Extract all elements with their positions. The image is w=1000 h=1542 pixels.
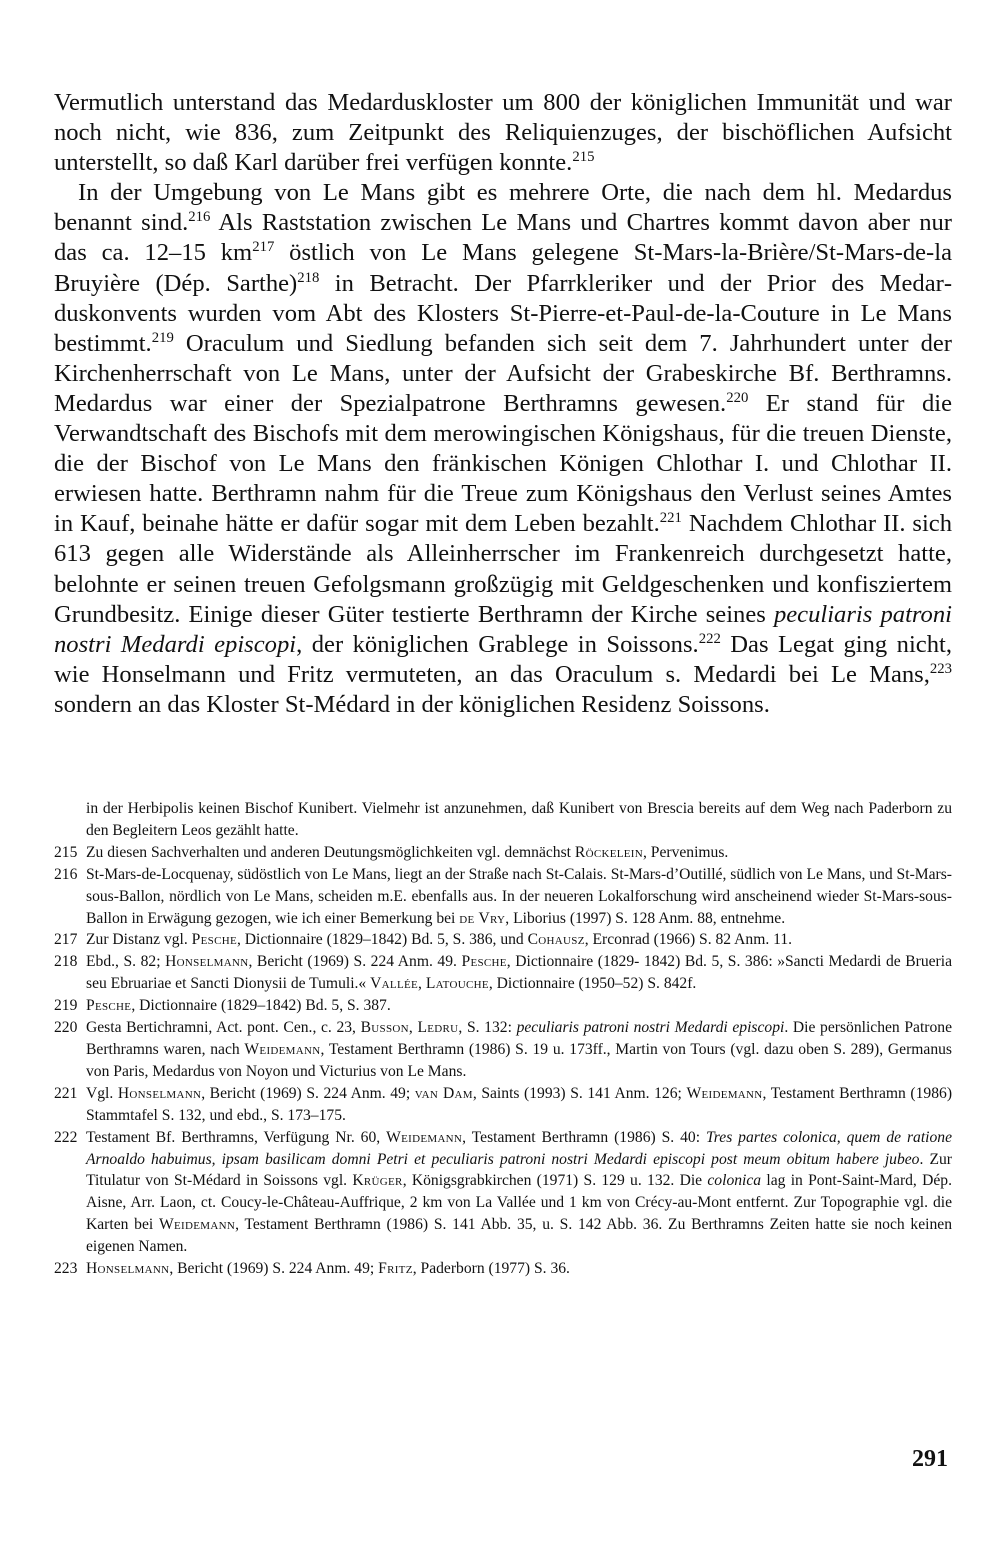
footnote-text [86,1083,952,1127]
author-name: van Dam [414,1084,473,1102]
author-name: Pesche [461,953,507,971]
author-name: Vallée [370,975,419,993]
text-run: in Betracht. Der Pfarrkleriker und der Prior des Medarduskonvents wurden vom Abt des Klosters St-Pierre-et-Paul-de-la-Couture in Le Mans bestimmt. [54,269,953,357]
author-name: de Vry [459,909,506,927]
footnote-number: 219 [54,997,78,1015]
text-run: Gesta Bertichramni, Act. pont. Cen., c. 23, [86,1019,361,1037]
author-name: Weidemann [686,1084,763,1102]
text-run: , Dictionnaire (1829- 1842) Bd. 5, S. 386: »Sancti Medardi de Brueria seu Ebruariae et Sancti Dionysii de Tumuli.« [86,953,952,993]
footnote [54,995,952,1017]
author-name: Latouche [425,975,489,993]
text-run: , Paderborn (1977) S. 36. [412,1260,570,1278]
footnote-text [86,1017,952,1083]
text-run: , Liborius (1997) S. 128 Anm. 88, entnehme. [505,909,786,927]
text-run: , Bericht (1969) S. 224 Anm. 49. [248,953,462,971]
footnote-number: 218 [54,953,78,971]
text-run: . Die persönlichen Patrone Berthramns waren, nach [86,1019,953,1058]
footnote-number: 220 [54,1019,78,1037]
footnote-reference: 215 [572,149,595,166]
italic-text: Tres partes colonica, quem de ratione Arnoaldo habuimus, ipsam basilicam domni Petri et peculiaris patroni nostri Medardi episcopi post meum obitum habere jubeo [86,1128,953,1168]
text-run: sondern an das Kloster St-Médard in der königlichen Residenz Soissons. [54,690,770,718]
author-name: Weidemann [386,1128,463,1146]
author-name: Pesche [191,931,237,949]
footnote-reference: 221 [659,510,682,527]
author-name: Honselmann [117,1084,202,1102]
footnote-number: 216 [54,865,78,883]
footnote-text [86,929,952,951]
author-name: Ledru [417,1019,459,1037]
text-run: , [418,975,426,993]
footnote-reference: 219 [151,329,174,346]
text-run: , Dictionnaire (1829–1842) Bd. 5, S. 387. [131,997,391,1015]
text-run: , Testament Berthramn (1986) S. 40: [462,1128,706,1146]
text-run: Ebd., S. 82; [86,953,166,971]
text-run: Das Legat ging nicht, wie Honselmann und Fritz vermuteten, an das Oraculum s. Medardi bei Le Mans, [54,630,952,688]
footnote [54,798,952,842]
footnote [54,842,952,864]
paragraph-1 [54,88,952,178]
text-run: , [408,1019,418,1037]
footnote-text [54,798,952,842]
footnote [54,1017,952,1083]
text-run: , Dictionnaire (1829–1842) Bd. 5, S. 386, und [236,931,528,949]
footnote-text [86,995,952,1017]
text-run: , Dictionnaire (1950–52) S. 842f. [488,975,697,993]
author-name: Cohausz [527,931,585,949]
footnote-number: 221 [54,1084,78,1102]
text-run: Zur Distanz vgl. [86,931,192,949]
footnote-number: 222 [54,1128,78,1146]
footnote-reference: 223 [929,660,952,677]
author-name: Weidemann [159,1216,236,1234]
footnote [54,1083,952,1127]
text-run: lag in Pont-Saint-Mard, Dép. Aisne, Arr. Laon, ct. Coucy-le-Château-Auffrique, 2 km von La Vallée und 1 km von Crécy-au-Mont entfernt. Zur Topographie vgl. die Karten bei [86,1172,952,1234]
author-name: Fritz [378,1260,413,1278]
footnote-text [86,1127,952,1258]
text-run: , Testament Berthramn (1986) S. 141 Abb. 35, u. S. 142 Abb. 36. Zu Berthramns Zeiten hatte sie noch keinen eigenen Namen. [86,1216,952,1256]
text-run: Er stand für die Verwandtschaft des Bischofs mit dem merowingischen Königshaus, für die treuen Dienste, die der Bischof von Le Mans den fränkischen Königen Chlothar I. und Chlothar II. erwiesen hatte. Berthramn nahm für die Treue zum Königshaus den Verlust seines Amtes in Kauf, beinahe hätte er dafür sogar mit dem Leben bezahlt. [54,389,952,538]
text-run: , Bericht (1969) S. 224 Anm. 49; [169,1260,379,1278]
footnote [54,1127,952,1258]
page-number: 291 [912,1446,948,1472]
footnote-text [86,842,952,864]
text-run: Nachdem Chlothar II. sich 613 gegen alle Widerstände als Alleinherrscher im Frankenreich durchgesetzt hatte, belohnte er seinen treuen Gefolgsmann großzügig mit Geldgeschenken und konfisziertem Grundbesitz. Einige dieser Güter testierte Berthramn der Kirche seines [54,510,952,628]
text-run: , Pervenimus. [643,843,729,861]
text-run: Vermutlich unterstand das Medarduskloster um 800 der königlichen Immunität und war noch nicht, wie 836, zum Zeitpunkt des Reliquienzuges, der bischöflichen Aufsicht unterstellt, so daß Karl darüber frei verfügen konnte. [54,89,952,177]
footnote-text [86,1258,952,1280]
text-run: östlich von Le Mans gelegene St-Mars-la-Brière/St-Mars-de-la Bruyière (Dép. Sarthe) [54,239,952,297]
text-run: Vgl. [86,1084,118,1102]
text-run: , Bericht (1969) S. 224 Anm. 49; [201,1084,415,1102]
author-name: Pesche [86,997,132,1015]
text-run: . Zur Titulatur von St-Médard in Soissons vgl. [86,1150,952,1190]
footnote-reference: 220 [726,390,749,407]
text-run: Zu diesen Sachverhalten und anderen Deutungsmöglichkeiten vgl. demnächst [86,843,575,861]
text-run: , Erconrad (1966) S. 82 Anm. 11. [584,931,793,949]
text-run: , S. 132: [458,1019,517,1037]
author-name: Krüger [352,1172,403,1190]
text-run: , Testament Berthramn (1986) S. 19 u. 173ff., Martin von Tours (vgl. dazu oben S. 289), Germanus von Paris, Medardus von Noyon und Victurius von Le Mans. [86,1040,952,1080]
footnote-number: 215 [54,843,78,861]
text-run: Oraculum und Siedlung befanden sich seit dem 7. Jahrhundert unter der Kirchenherrschaft von Le Mans, unter der Aufsicht der Grabeskirche Bf. Berthramns. Medardus war einer der Spezialpatrone Berthramns gewesen. [54,329,952,417]
author-name: Honselmann [86,1260,170,1278]
text-run: in der Herbipolis keinen Bischof Kunibert. Vielmehr ist anzunehmen, daß Kunibert von Brescia bereits auf dem Weg nach Paderborn zu den Begleitern Leos gezählt hatte. [86,800,952,839]
footnote-text [86,951,952,995]
text-run: Testament Bf. Berthramns, Verfügung Nr. 60, [86,1128,387,1146]
footnote [54,951,952,995]
text-run: St-Mars-de-Locquenay, südöstlich von Le Mans, liegt an der Straße nach St-Calais. St-Mars-d’Outillé, südlich von Le Mans, und St-Mars-sous-Ballon, nördlich von Le Mans, scheiden m.E. ebenfalls aus. In der neueren Lokalforschung wird anscheinend wieder St-Mars-sous-Ballon in Erwägung gezogen, wie ich einer Bemerkung bei [86,865,953,927]
text-run: Als Raststation zwischen Le Mans und Chartres kommt davon aber nur das ca. 12–15 km [54,209,952,267]
italic-text: peculiaris patroni nostri Medardi episcopi [516,1019,785,1037]
footnote-number: 217 [54,931,78,949]
footnote-reference: 217 [252,239,275,256]
text-run: , Saints (1993) S. 141 Anm. 126; [472,1084,687,1102]
footnote-number: 223 [54,1260,78,1278]
text-run: , Königsgrabkirchen (1971) S. 129 u. 132. Die [402,1172,708,1190]
italic-text: colonica [707,1172,762,1190]
italic-text: peculiaris patroni nostri Medardi episcopi [54,600,952,658]
main-text [54,88,952,720]
text-run: , der königlichen Grablege in Soissons. [296,630,699,658]
text-run: , Testament Berthramn (1986) Stammtafel S. 132, und ebd., S. 173–175. [86,1084,953,1124]
footnote-text [86,864,952,930]
author-name: Weidemann [244,1040,321,1058]
footnotes [54,798,952,1280]
paragraph-2 [54,178,952,720]
author-name: Röckelein [574,843,643,861]
footnote-reference: 218 [297,269,320,286]
footnote-reference: 222 [698,630,721,647]
author-name: Busson [360,1019,409,1037]
footnote [54,1258,952,1280]
text-run: In der Umgebung von Le Mans gibt es mehrere Orte, die nach dem hl. Medardus benannt sind. [54,179,952,237]
footnote-reference: 216 [188,209,211,226]
footnote [54,929,952,951]
footnote [54,864,952,930]
author-name: Honselmann [165,953,249,971]
